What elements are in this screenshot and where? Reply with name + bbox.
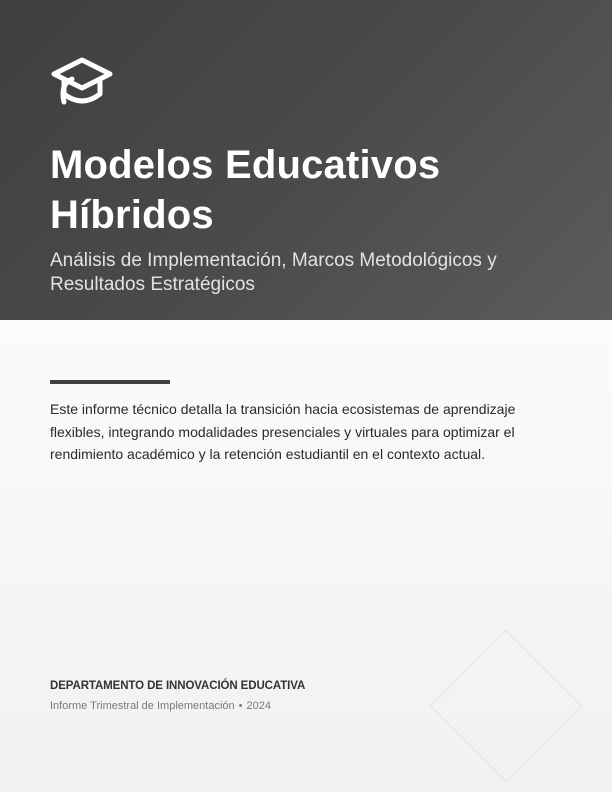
document-subtitle: Análisis de Implementación, Marcos Metodológicos y Resultados Estratégicos bbox=[50, 250, 497, 295]
report-meta bbox=[50, 700, 271, 712]
document-title: Modelos Educativos Híbridos bbox=[50, 143, 441, 237]
summary-paragraph: Este informe técnico detalla la transición hacia ecosistemas de aprendizaje flexibles, integrando modalidades presenciales y virtuales para optimizar el rendimiento académico y la retención estudiantil en el contexto actual. bbox=[50, 401, 516, 462]
report-year: 2024 bbox=[246, 700, 271, 712]
report-type: Informe Trimestral de Implementación bbox=[50, 700, 235, 712]
meta-separator: • bbox=[238, 700, 243, 712]
accent-divider bbox=[50, 380, 170, 384]
department-name: DEPARTAMENTO DE INNOVACIÓN EDUCATIVA bbox=[50, 680, 306, 692]
graduation-cap-icon bbox=[50, 54, 114, 112]
cover-header bbox=[0, 0, 612, 320]
